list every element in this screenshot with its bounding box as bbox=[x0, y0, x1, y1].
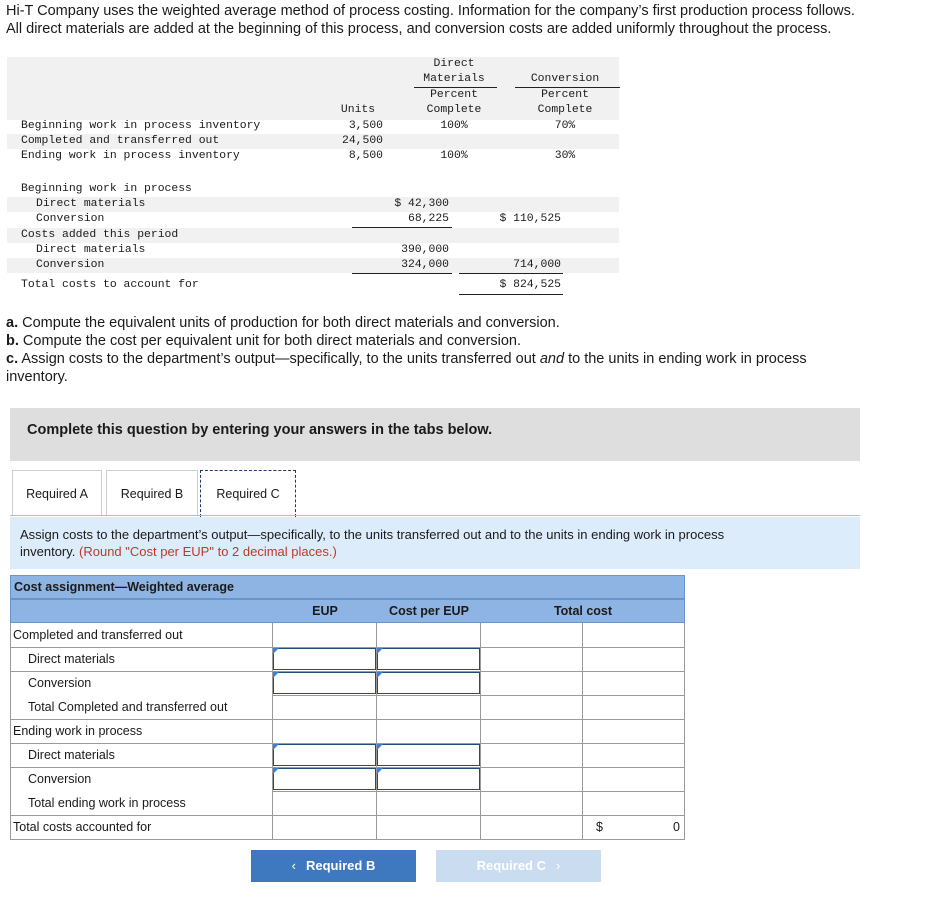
units-row-beginning bbox=[7, 119, 619, 134]
cost-label: Conversion bbox=[36, 259, 105, 271]
units-row-label: Ending work in process inventory bbox=[21, 150, 240, 162]
cost-value: 68,225 bbox=[407, 213, 449, 225]
next-button-label: Required C bbox=[476, 858, 546, 873]
total-costs-value: 0 bbox=[673, 820, 680, 834]
cost-row-total bbox=[7, 278, 619, 293]
question-c-text: Assign costs to the department’s output—specifically, to the units transferred out bbox=[18, 351, 540, 367]
chevron-right-icon: › bbox=[556, 858, 561, 873]
rounding-note: (Round "Cost per EUP" to 2 decimal places.) bbox=[79, 544, 337, 559]
cost-row-beg-conv bbox=[7, 212, 619, 227]
chevron-left-icon: ‹ bbox=[291, 858, 296, 873]
units-row-label: Beginning work in process inventory bbox=[21, 120, 261, 132]
cost-row-added bbox=[7, 228, 619, 243]
dm-header-2: Materials bbox=[423, 73, 485, 85]
question-b-prefix: b. bbox=[6, 333, 19, 349]
completed-dm-eup-input[interactable] bbox=[273, 648, 376, 670]
intro-line-1: Hi-T Company uses the weighted average method of process costing. Information for the company’s first production process follows. bbox=[6, 3, 855, 19]
row-label-ending: Ending work in process bbox=[13, 724, 143, 738]
dm-header-3: Percent bbox=[430, 89, 478, 101]
cost-label-added: Costs added this period bbox=[21, 229, 179, 241]
grid-rule bbox=[10, 719, 685, 720]
grid-title-row bbox=[10, 575, 685, 599]
cost-value: 390,000 bbox=[401, 244, 449, 256]
cost-row-beg-dm bbox=[7, 197, 619, 212]
cost-label: Direct materials bbox=[36, 198, 146, 210]
cost-value: $ 42,300 bbox=[394, 198, 449, 210]
units-row-conv: 30% bbox=[554, 150, 576, 162]
question-b-text: Compute the cost per equivalent unit for both direct materials and conversion. bbox=[18, 333, 522, 349]
question-list bbox=[6, 314, 926, 386]
grid-header-row bbox=[10, 599, 685, 623]
question-a-prefix: a. bbox=[6, 315, 19, 331]
grid-rule bbox=[582, 623, 583, 839]
dm-header-4: Complete bbox=[426, 104, 482, 116]
instructions-text-2: inventory. bbox=[20, 544, 80, 559]
row-label-completed: Completed and transferred out bbox=[13, 628, 183, 642]
grid-rule bbox=[10, 839, 685, 840]
question-c-text-2: to the units in ending work in process bbox=[564, 351, 807, 367]
grid-rule bbox=[10, 815, 685, 816]
conv-header-2: Percent bbox=[541, 89, 589, 101]
instructions-panel bbox=[10, 517, 860, 569]
cost-label: Direct materials bbox=[36, 244, 146, 256]
tab-required-b[interactable]: Required B bbox=[106, 470, 198, 516]
col-header-total-cost: Total cost bbox=[553, 604, 613, 618]
row-label-total-costs: Total costs accounted for bbox=[13, 820, 152, 834]
question-b bbox=[6, 332, 926, 350]
completed-conv-cost-per-eup-input[interactable] bbox=[377, 672, 480, 694]
row-label-completed-conv: Conversion bbox=[28, 676, 92, 690]
intro-line-2: All direct materials are added at the beginning of this process, and conversion costs are added uniformly throughout the process. bbox=[6, 21, 832, 37]
cost-row-add-dm bbox=[7, 243, 619, 258]
cost-row-beginning bbox=[7, 182, 619, 197]
cost-label-total: Total costs to account for bbox=[21, 279, 199, 291]
prev-required-b-button[interactable] bbox=[251, 850, 416, 882]
ending-dm-cost-per-eup-input[interactable] bbox=[377, 744, 480, 766]
col-header-eup: EUP bbox=[312, 604, 338, 618]
row-label-ending-conv: Conversion bbox=[28, 772, 92, 786]
conv-header-rule bbox=[515, 87, 620, 88]
question-a bbox=[6, 314, 926, 332]
col-header-cost-per-eup: Cost per EUP bbox=[389, 604, 469, 618]
complete-banner-text: Complete this question by entering your answers in the tabs below. bbox=[27, 422, 493, 438]
cost-label-beginning: Beginning work in process bbox=[21, 183, 192, 195]
cost-rule bbox=[459, 294, 563, 295]
units-row-completed bbox=[7, 134, 619, 149]
ending-conv-cost-per-eup-input[interactable] bbox=[377, 768, 480, 790]
problem-intro bbox=[6, 2, 930, 38]
grid-rule bbox=[272, 695, 685, 696]
instructions-text: Assign costs to the department’s output—specifically, to the units transferred out and to the units in ending work in process bbox=[20, 527, 725, 542]
row-label-completed-dm: Direct materials bbox=[28, 652, 115, 666]
cost-rule bbox=[352, 273, 452, 274]
prev-button-label: Required B bbox=[306, 858, 376, 873]
ending-dm-eup-input[interactable] bbox=[273, 744, 376, 766]
cost-subtotal: 714,000 bbox=[513, 259, 561, 271]
dm-header-rule bbox=[414, 87, 497, 88]
completed-conv-eup-input[interactable] bbox=[273, 672, 376, 694]
cost-value: 324,000 bbox=[401, 259, 449, 271]
units-row-units: 24,500 bbox=[341, 135, 383, 147]
completed-dm-cost-per-eup-input[interactable] bbox=[377, 648, 480, 670]
question-c-emphasis: and bbox=[539, 351, 565, 367]
cost-subtotal: $ 110,525 bbox=[499, 213, 561, 225]
units-row-dm: 100% bbox=[440, 120, 468, 132]
units-row-dm: 100% bbox=[440, 150, 468, 162]
row-label-ending-total: Total ending work in process bbox=[28, 796, 186, 810]
complete-banner bbox=[10, 408, 860, 461]
cost-label: Conversion bbox=[36, 213, 105, 225]
total-dollar-sign: $ bbox=[596, 820, 603, 834]
next-required-c-button[interactable] bbox=[436, 850, 601, 882]
units-row-conv: 70% bbox=[554, 120, 576, 132]
tab-divider bbox=[10, 515, 860, 516]
row-label-ending-dm: Direct materials bbox=[28, 748, 115, 762]
grid-rule bbox=[10, 623, 11, 839]
question-c-prefix: c. bbox=[6, 351, 19, 367]
question-a-text: Compute the equivalent units of production for both direct materials and conversion. bbox=[18, 315, 560, 331]
units-header: Units bbox=[340, 104, 376, 116]
question-c-cont: inventory. bbox=[6, 369, 68, 385]
units-row-units: 8,500 bbox=[348, 150, 383, 162]
grid-rule bbox=[272, 791, 685, 792]
row-label-completed-total: Total Completed and transferred out bbox=[28, 700, 228, 714]
question-c bbox=[6, 350, 926, 368]
dm-header-1: Direct bbox=[433, 58, 475, 70]
grid-rule bbox=[684, 623, 685, 839]
ending-conv-eup-input[interactable] bbox=[273, 768, 376, 790]
tab-required-c[interactable]: Required C bbox=[200, 470, 296, 517]
units-row-label: Completed and transferred out bbox=[21, 135, 220, 147]
units-row-ending bbox=[7, 149, 619, 164]
conv-header-1: Conversion bbox=[530, 73, 600, 85]
tab-required-a[interactable]: Required A bbox=[12, 470, 102, 516]
cost-rule bbox=[459, 273, 563, 274]
conv-header-3: Complete bbox=[537, 104, 593, 116]
grid-rule bbox=[480, 623, 481, 839]
grid-title: Cost assignment—Weighted average bbox=[14, 580, 234, 594]
units-row-units: 3,500 bbox=[348, 120, 383, 132]
cost-total: $ 824,525 bbox=[499, 279, 561, 291]
cost-row-add-conv bbox=[7, 258, 619, 273]
